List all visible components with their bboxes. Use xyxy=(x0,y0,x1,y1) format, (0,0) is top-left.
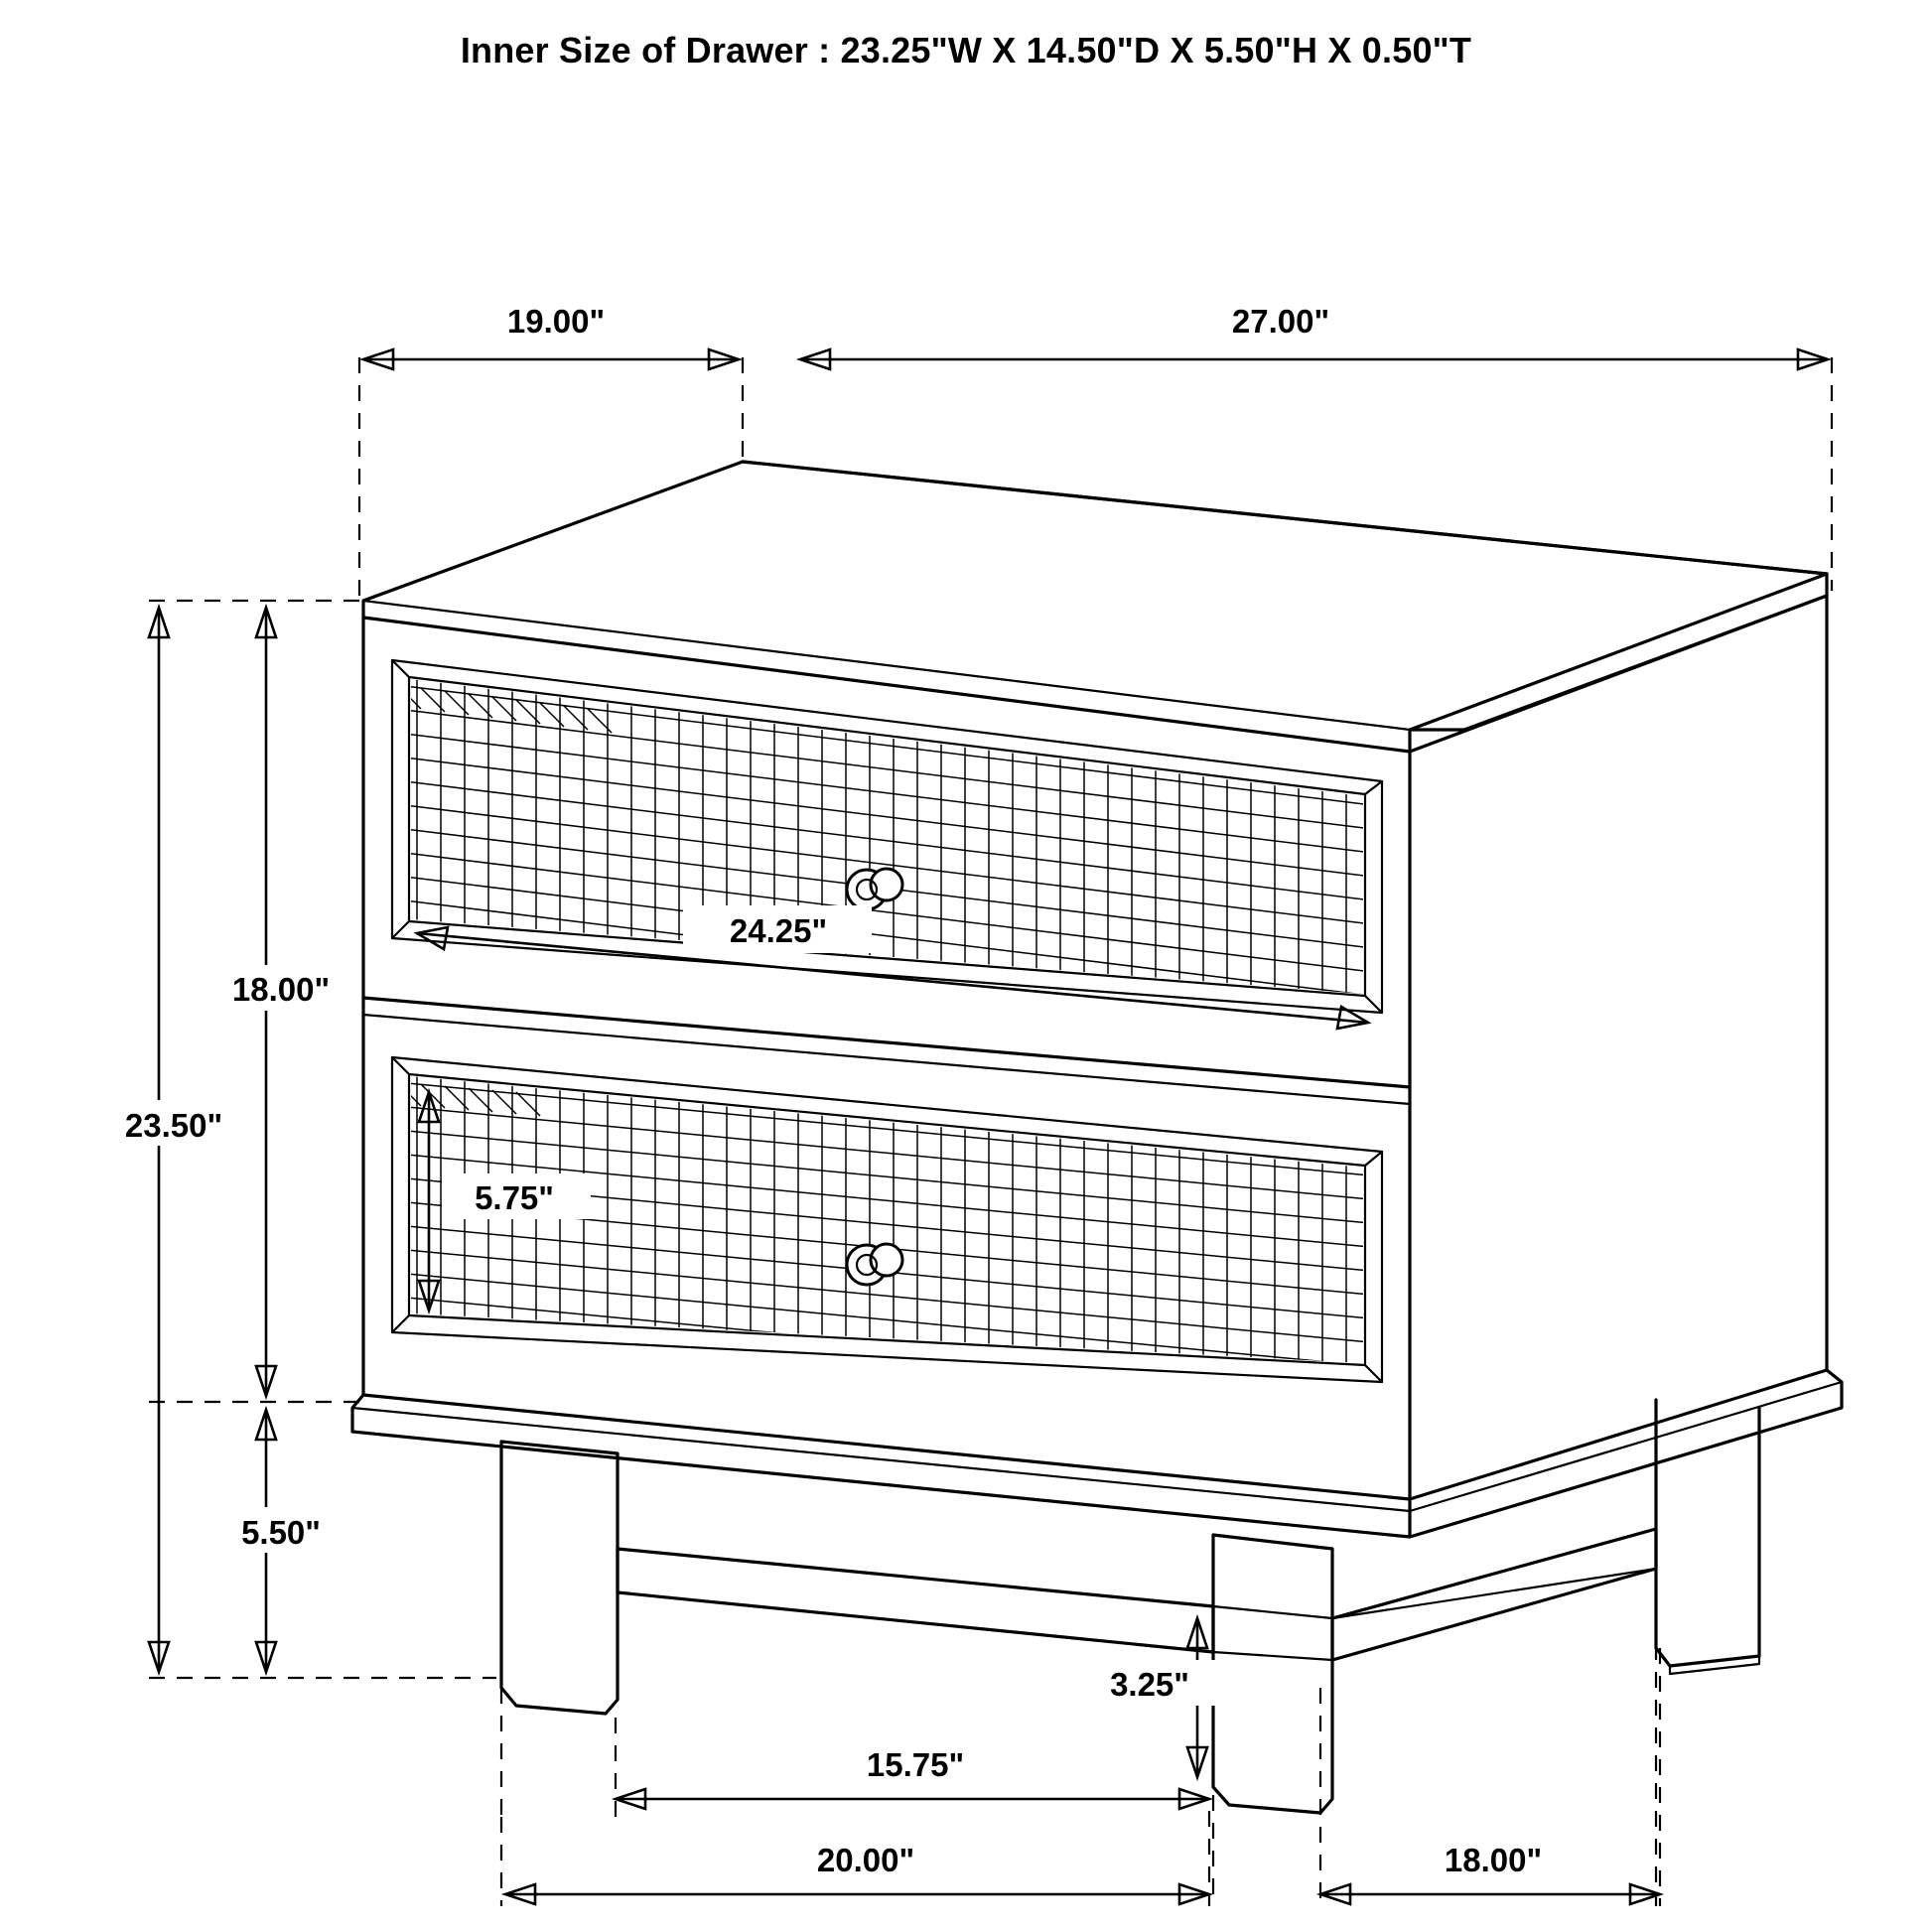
dim-top-right-width: 27.00" xyxy=(1231,303,1330,340)
dimension-20-00 xyxy=(505,1835,1209,1904)
dim-top-left-depth: 19.00" xyxy=(506,303,606,340)
dim-front-leg-span: 20.00" xyxy=(816,1842,915,1878)
top-dimension-27 xyxy=(800,298,1828,369)
dimension-18-00-bottom xyxy=(1320,1835,1660,1904)
nightstand-body xyxy=(352,462,1842,1813)
top-dimension-19 xyxy=(363,298,739,369)
dimension-18-00 xyxy=(199,608,357,1396)
dimension-15-75 xyxy=(616,1739,1209,1809)
dim-stretcher-height: 3.25" xyxy=(1110,1666,1189,1703)
dimension-5-50 xyxy=(204,1410,352,1672)
dim-drawer-face-height: 5.75" xyxy=(475,1179,554,1216)
page-title: Inner Size of Drawer : 23.25"W X 14.50"D X 5.50"H X 0.50"T xyxy=(460,30,1472,70)
dim-leg-height: 5.50" xyxy=(241,1514,321,1551)
dim-overall-height: 23.50" xyxy=(124,1107,223,1144)
dim-case-height: 18.00" xyxy=(231,971,331,1008)
dim-drawer-width: 24.25" xyxy=(729,912,828,949)
dim-side-leg-span: 18.00" xyxy=(1444,1842,1543,1878)
dim-stretcher-span: 15.75" xyxy=(866,1746,965,1783)
extension-lines xyxy=(149,357,1832,1906)
